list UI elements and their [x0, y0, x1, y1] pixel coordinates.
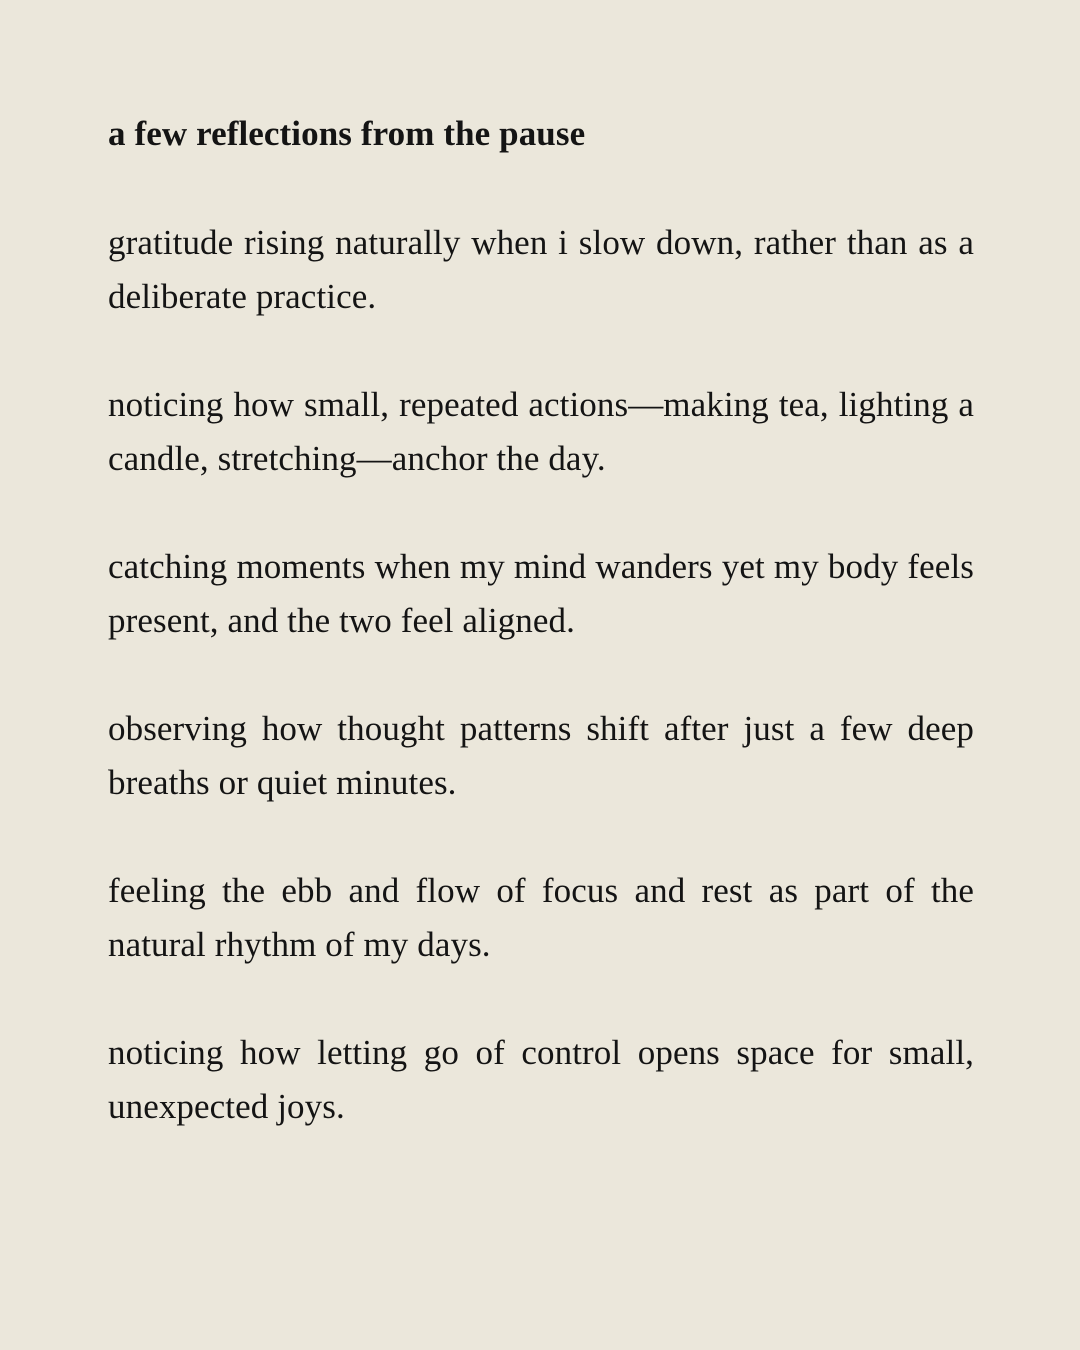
reflection-item: feeling the ebb and flow of focus and rest as part of the natural rhythm of my days.: [108, 871, 974, 964]
reflection-list: [108, 216, 974, 1134]
reflections-page: [108, 108, 974, 1188]
reflection-item: gratitude rising naturally when i slow down, rather than as a deliberate practice.: [108, 223, 974, 316]
reflection-item: catching moments when my mind wanders yet my body feels present, and the two feel aligned.: [108, 547, 974, 640]
page-title: a few reflections from the pause: [108, 114, 586, 153]
reflection-item: noticing how small, repeated actions—making tea, lighting a candle, stretching—anchor the day.: [108, 385, 974, 478]
reflection-item: noticing how letting go of control opens space for small, unexpected joys.: [108, 1033, 974, 1126]
reflection-item: observing how thought patterns shift after just a few deep breaths or quiet minutes.: [108, 709, 974, 802]
